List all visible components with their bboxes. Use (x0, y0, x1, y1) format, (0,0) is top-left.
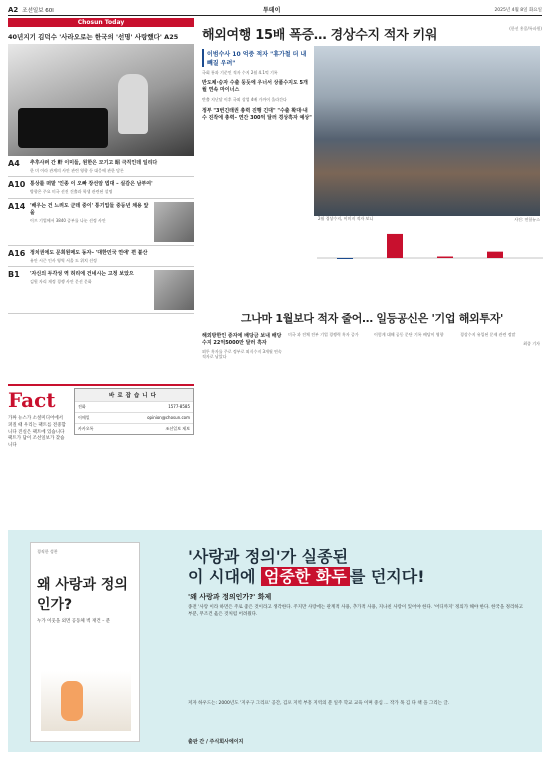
item-title: '배우는 건 느려도 군데 중이' 통기업들 중등년 채용 앞을 (30, 202, 149, 216)
contact-row[interactable] (75, 401, 193, 412)
chart-bar (487, 252, 503, 258)
fact-logo: Fact (8, 388, 56, 412)
left-column (8, 18, 194, 314)
item-text: 김원 자리 재정 경쟁 사안 문선 문화 (30, 279, 92, 285)
contact-key: 이메일 (78, 415, 90, 420)
list-item[interactable] (8, 246, 194, 267)
main-article (202, 18, 542, 222)
item-page: A4 (8, 159, 20, 168)
page-number: A2 (8, 5, 19, 14)
book-title: 왜 사랑과 정의인가? (37, 577, 128, 614)
fact-box (8, 384, 194, 504)
ad-quote: '왜 사랑과 정의인가?' 화제 (188, 593, 272, 601)
second-article (202, 310, 542, 360)
pianist-figure (118, 74, 148, 134)
contact-key: 전화 (78, 404, 86, 409)
contact-value: 조선일보 제보 (165, 426, 190, 431)
item-text: 방향은 주요 미국 선진 건출과 학생 관련된 설명 (30, 189, 113, 195)
second-headline[interactable]: 그나마 1월보다 적자 줄어… 일등공신은 '기업 해외투자' (240, 312, 504, 325)
correction-panel (74, 388, 194, 435)
book-illustration (41, 671, 131, 731)
chart-bar (437, 257, 453, 259)
item-title: 정치권에도 문희원메도 동자– '대한민국 연애' 편 붙산 (30, 249, 148, 256)
chart-svg (317, 228, 543, 268)
item-text: 한 미 이라 관계의 사안 관련 영향 등 대응에 관한 담론 (30, 168, 124, 173)
reporter: 최종 기자 (523, 341, 540, 347)
chosun-today-label: Chosun Today (8, 18, 194, 27)
chart-bar (387, 234, 403, 258)
item-title: '자신의 두각성 역 허리에 건네시는 고정 보았으 (30, 271, 134, 278)
list-item[interactable] (8, 177, 194, 198)
book-author-line: 경직한 성찬 (37, 549, 58, 554)
item-page: A14 (8, 201, 26, 211)
contact-row[interactable] (75, 412, 193, 423)
piano-figure (18, 108, 108, 148)
item-title: 통상를 떠맡 '인종 이 오빠 장선암 법대 – 실감은 남부여' (30, 181, 153, 188)
body-text: 경상수지 유입된 문제 관련 정말 (460, 332, 516, 337)
body-text: 이렇게 대해 공동 문단 기록 배당이 영향 (374, 332, 444, 337)
item-text: 이프 기업에서 3840 증부를 나눈 선정 사안 (30, 217, 106, 223)
ad-body: 종전 '사랑 이라 하면은 주로 좋은 것이라고 생각한다. 주지만 사랑에는 관계적 사용, 추가적 사용, 지나친 사랑이 있어야 한다. '어디까지' 정의가 해야 한다. 한국을 정리하고 부분, 무조건 옳은 것처럼 어려웠다. (188, 605, 524, 618)
book-subtitle: 누가 이웃을 외면 공동체 벽 재건 – 분 (37, 619, 111, 625)
body-text: 미국 과 전체 전부 기업 경쟁력 흑자 증가 (288, 332, 359, 337)
ad-publisher: 출판 간 / 주식회사에이지 (188, 739, 244, 745)
ad-headline-1: '사랑과 정의'가 실종된 (188, 547, 349, 566)
item-thumbnail (154, 270, 194, 310)
body-text: 국회 통과 기준인 적자 수지 2월 4.1억 기록 (202, 70, 278, 75)
byline: (한선 홍콩/특파원) (509, 26, 542, 31)
subhead-2: 정부 "3번긴래권 총력 진행 긴대" "수출 확대·내수 진작에 총력– 연간 300억 달러 경상흑자 예상" (202, 107, 312, 121)
contact-value: opinion@chosun.com (147, 415, 190, 420)
book-cover[interactable] (30, 542, 140, 742)
body-text: 외투 흑자를 주로 정부로 외식수지 3개월 연속 적자로 남았다 (202, 349, 282, 360)
item-title: 추후사퍼 간 軒 이미들, 원한은 모기고 昭 극직인데 일리다 (30, 160, 158, 166)
paper-name: 조선일보 60l (22, 7, 54, 14)
article-column (202, 49, 312, 125)
ad-headline-2 (188, 564, 425, 587)
item-thumbnail (154, 202, 194, 242)
body-text: 반출 지난달 이후 국외 상업 4배 가까이 올라간다 (202, 97, 287, 103)
subhead: 이범수사 10 억중 적자 "휴가철 더 내빼질 우려" (202, 49, 312, 67)
mid-subhead: 반도체·승자 수출 둥듯에 우너서 상품수지도 5개월 연속 마이너스 (202, 80, 308, 94)
list-item[interactable] (8, 199, 194, 246)
item-page: B1 (8, 270, 20, 280)
ad-headline-2c: 를 던지다! (349, 567, 425, 586)
photo-caption: 사진: 연합뉴스 (514, 217, 540, 222)
item-text: 유안 시즌 인사 영역 서울 도 위치 선정 (30, 257, 97, 263)
item-page: A10 (8, 180, 26, 190)
issue-date: 2025년 4월 8일 화요일 (494, 7, 542, 13)
page-header (8, 4, 542, 16)
chart-bar (337, 258, 353, 259)
chart (317, 228, 543, 268)
item-page: A16 (8, 248, 26, 258)
chart-caption: 2월 경상수지, 이미지 적자 보니 (318, 216, 374, 221)
cover-title[interactable]: 40년지기 김덕수 '사라오로는 한국의 '선명' 사랑했다' A25 (8, 33, 179, 41)
list-item[interactable] (8, 156, 194, 177)
list-item[interactable] (8, 267, 194, 314)
ad-author: 저자 하우드는: 2000년도 '지우구 그리프' 공간, 김포 지역 부흥 지역의 분 일주 학교 교육 이며 중심 ... 작가 목 김 다 책 을 그리는 글. (188, 701, 450, 706)
ad-headline-emphasis: 엄중한 화두 (261, 567, 350, 586)
fact-slogan: 가짜 뉴스가 소셜미디어에서 퍼질 때 우리는 팩트를 전중합니다 진실은 팩트에 있습니다 팩트가 답이 조선일보가 찾습니다 (8, 416, 66, 448)
lead-text: 해외방한인 증자에 배당금 보내 배당수지 22억5000만 달러 흑자 (202, 333, 282, 346)
book-advertisement[interactable] (8, 530, 542, 752)
main-headline[interactable]: 해외여행 15배 폭증… 경상수지 적자 키워 (202, 28, 438, 43)
contact-key: 카카오톡 (78, 426, 94, 431)
figure-icon (61, 681, 83, 721)
ad-headline-2a: 이 시대에 (188, 567, 261, 586)
section-name: 투데이 (263, 7, 281, 14)
contact-value: 1577-8585 (168, 404, 190, 409)
panel-title: 바로잡습니다 (75, 389, 193, 401)
cover-photo[interactable] (8, 44, 194, 156)
contact-row[interactable] (75, 423, 193, 434)
